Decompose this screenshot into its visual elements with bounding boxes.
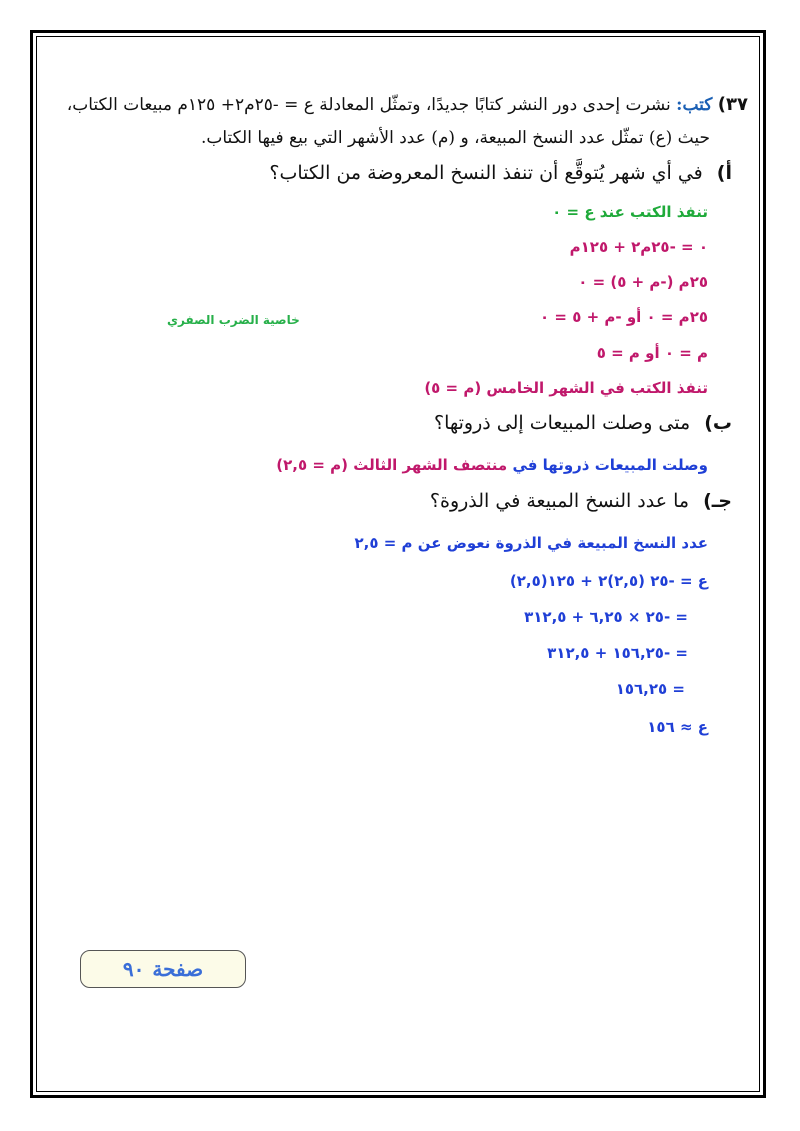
page-border-inner: [36, 36, 760, 1092]
part-c-letter: جـ): [703, 490, 732, 512]
problem-statement-1: نشرت إحدى دور النشر كتابًا جديدًا، وتمثّل المعادلة ع = -٢٥م٢+ ١٢٥م مبيعات الكتاب،: [66, 95, 671, 115]
part-a-step-4: ٢٥م = ٠ أو -م + ٥ = ٠: [540, 308, 708, 326]
part-b-answer-start: وصلت المبيعات ذروتها في: [512, 456, 708, 474]
part-c-step-3: = -٢٥ × ٦,٢٥ + ٣١٢,٥: [524, 608, 688, 626]
part-a-answer: تنفذ الكتب في الشهر الخامس (م = ٥): [424, 379, 708, 397]
part-b-letter: ب): [704, 412, 732, 434]
part-b-question-line: [434, 412, 732, 434]
part-c-step-5: = ١٥٦,٢٥: [615, 680, 685, 698]
part-a-step-2: ٠ = -٢٥م٢ + ١٢٥م: [569, 238, 708, 256]
part-c-step-4: = -١٥٦,٢٥ + ٣١٢,٥: [547, 644, 688, 662]
part-a-step-3: ٢٥م (-م + ٥) = ٠: [578, 273, 708, 291]
zero-product-note: خاصية الضرب الصفري: [167, 313, 300, 327]
part-c-step-2: ع = -٢٥ (٢,٥)٢ + ١٢٥(٢,٥): [509, 572, 708, 590]
problem-number: ٣٧): [717, 94, 748, 115]
part-a-letter: أ): [716, 162, 732, 184]
part-a-question-line: [269, 162, 732, 184]
part-b-answer-end: منتصف الشهر الثالث (م = ٢,٥): [276, 456, 508, 474]
page-number: ٩٠: [122, 957, 145, 981]
part-a-step-5: م = ٠ أو م = ٥: [596, 344, 708, 362]
part-b-answer: [276, 456, 708, 474]
part-c-question: ما عدد النسخ المبيعة في الذروة؟: [429, 490, 690, 512]
problem-keyword: كتب:: [676, 95, 713, 115]
part-c-step-1: عدد النسخ المبيعة في الذروة نعوض عن م = ٢,٥: [354, 534, 708, 552]
page-word: صفحة: [152, 957, 204, 981]
part-c-question-line: [430, 490, 732, 512]
part-a-step-1: تنفذ الكتب عند ع = ٠: [552, 203, 708, 221]
part-c-final: ع ≈ ١٥٦: [647, 718, 708, 736]
problem-line-1: [67, 94, 748, 115]
part-b-question: متى وصلت المبيعات إلى ذروتها؟: [434, 412, 691, 434]
page-number-label: [80, 950, 246, 988]
problem-statement-2: حيث (ع) تمثّل عدد النسخ المبيعة، و (م) عدد الأشهر التي بيع فيها الكتاب.: [200, 128, 710, 148]
part-a-question: في أي شهر يُتوقَّع أن تنفذ النسخ المعروضة من الكتاب؟: [269, 162, 703, 184]
